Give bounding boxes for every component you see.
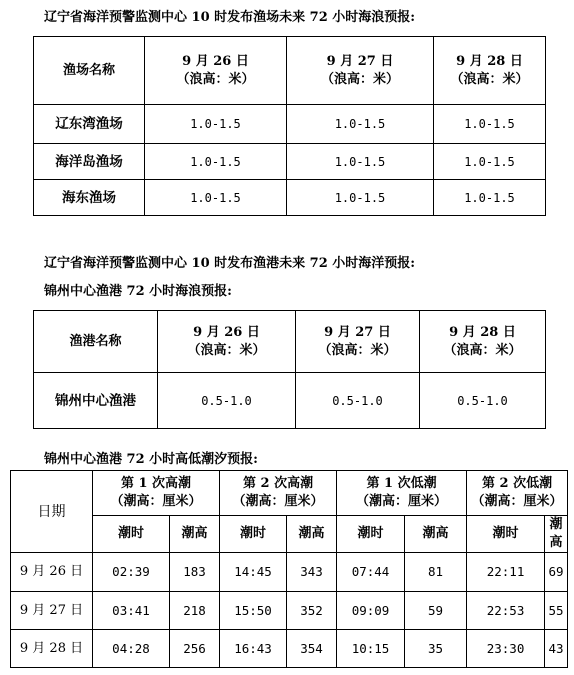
table-row: [34, 105, 546, 144]
tide-height: 218: [170, 592, 220, 630]
tide-time: 23:30: [467, 630, 545, 668]
tide-height: 43: [545, 630, 568, 668]
tide-time-header: 潮时: [220, 516, 287, 553]
tide-time: 10:15: [337, 630, 405, 668]
day-header: 9 月 28 日 （浪高：米）: [420, 311, 546, 373]
wave-height-value: 0.5-1.0: [296, 373, 420, 429]
fishing-port-name-header: 渔港名称: [34, 311, 158, 373]
day-header: 9 月 27 日 （浪高：米）: [296, 311, 420, 373]
fishing-port-forecast-heading: 辽宁省海洋预警监测中心 10 时发布渔港未来 72 小时海洋预报:: [44, 256, 416, 271]
table-row: [34, 180, 546, 216]
tide-height: 55: [545, 592, 568, 630]
tide-height: 59: [405, 592, 467, 630]
tide-time-header: 潮时: [467, 516, 545, 553]
wave-height-value: 1.0-1.5: [434, 144, 546, 180]
day-header: 9 月 28 日 （浪高：米）: [434, 37, 546, 105]
jinzhou-wave-forecast-heading: 锦州中心渔港 72 小时海浪预报:: [44, 284, 232, 299]
fishing-ground-name-header: 渔场名称: [34, 37, 145, 105]
tide-time: 02:39: [93, 553, 170, 592]
tide-table: [10, 470, 568, 668]
tide-height: 81: [405, 553, 467, 592]
tide-date: 9 月 26 日: [11, 553, 93, 592]
wave-height-value: 1.0-1.5: [434, 180, 546, 216]
day-header: 9 月 26 日 （浪高：米）: [158, 311, 296, 373]
date-header: 日期: [11, 471, 93, 553]
wave-height-value: 1.0-1.5: [287, 144, 434, 180]
tide-time: 09:09: [337, 592, 405, 630]
day-header: 9 月 27 日 （浪高：米）: [287, 37, 434, 105]
tide-time: 04:28: [93, 630, 170, 668]
fishing-port-name: 锦州中心渔港: [34, 373, 158, 429]
tide-height: 35: [405, 630, 467, 668]
wave-height-value: 1.0-1.5: [145, 180, 287, 216]
day-header: 9 月 26 日 （浪高：米）: [145, 37, 287, 105]
table-row: [34, 373, 546, 429]
tide-group-header: 第 2 次低潮 （潮高：厘米）: [467, 471, 568, 516]
tide-time: 14:45: [220, 553, 287, 592]
fishing-ground-name: 海洋岛渔场: [34, 144, 145, 180]
tide-time: 07:44: [337, 553, 405, 592]
tide-time: 15:50: [220, 592, 287, 630]
tide-height-header: 潮高: [545, 516, 568, 553]
tide-height: 69: [545, 553, 568, 592]
tide-height: 183: [170, 553, 220, 592]
table-row: [34, 144, 546, 180]
tide-group-header: 第 1 次高潮 （潮高：厘米）: [93, 471, 220, 516]
tide-group-header: 第 2 次高潮 （潮高：厘米）: [220, 471, 337, 516]
tide-height-header: 潮高: [287, 516, 337, 553]
tide-group-header: 第 1 次低潮 （潮高：厘米）: [337, 471, 467, 516]
tide-time-header: 潮时: [93, 516, 170, 553]
wave-height-value: 0.5-1.0: [420, 373, 546, 429]
tide-time: 16:43: [220, 630, 287, 668]
tide-time: 22:11: [467, 553, 545, 592]
wave-height-value: 0.5-1.0: [158, 373, 296, 429]
wave-height-value: 1.0-1.5: [287, 180, 434, 216]
fishing-ground-forecast-heading: 辽宁省海洋预警监测中心 10 时发布渔场未来 72 小时海浪预报:: [44, 10, 416, 25]
tide-date: 9 月 28 日: [11, 630, 93, 668]
table-row: [11, 553, 568, 592]
fishing-ground-name: 辽东湾渔场: [34, 105, 145, 144]
tide-time-header: 潮时: [337, 516, 405, 553]
wave-height-value: 1.0-1.5: [145, 105, 287, 144]
tide-height: 354: [287, 630, 337, 668]
fishing-ground-wave-table: [33, 36, 546, 216]
tide-time: 22:53: [467, 592, 545, 630]
wave-height-value: 1.0-1.5: [434, 105, 546, 144]
tide-height: 256: [170, 630, 220, 668]
table-row: [11, 592, 568, 630]
fishing-port-wave-table: [33, 310, 546, 429]
tide-time: 03:41: [93, 592, 170, 630]
fishing-ground-name: 海东渔场: [34, 180, 145, 216]
wave-height-value: 1.0-1.5: [145, 144, 287, 180]
tide-height-header: 潮高: [170, 516, 220, 553]
tide-height-header: 潮高: [405, 516, 467, 553]
table-row: [11, 630, 568, 668]
tide-forecast-heading: 锦州中心渔港 72 小时高低潮汐预报:: [44, 452, 258, 467]
wave-height-value: 1.0-1.5: [287, 105, 434, 144]
tide-date: 9 月 27 日: [11, 592, 93, 630]
tide-height: 343: [287, 553, 337, 592]
tide-height: 352: [287, 592, 337, 630]
